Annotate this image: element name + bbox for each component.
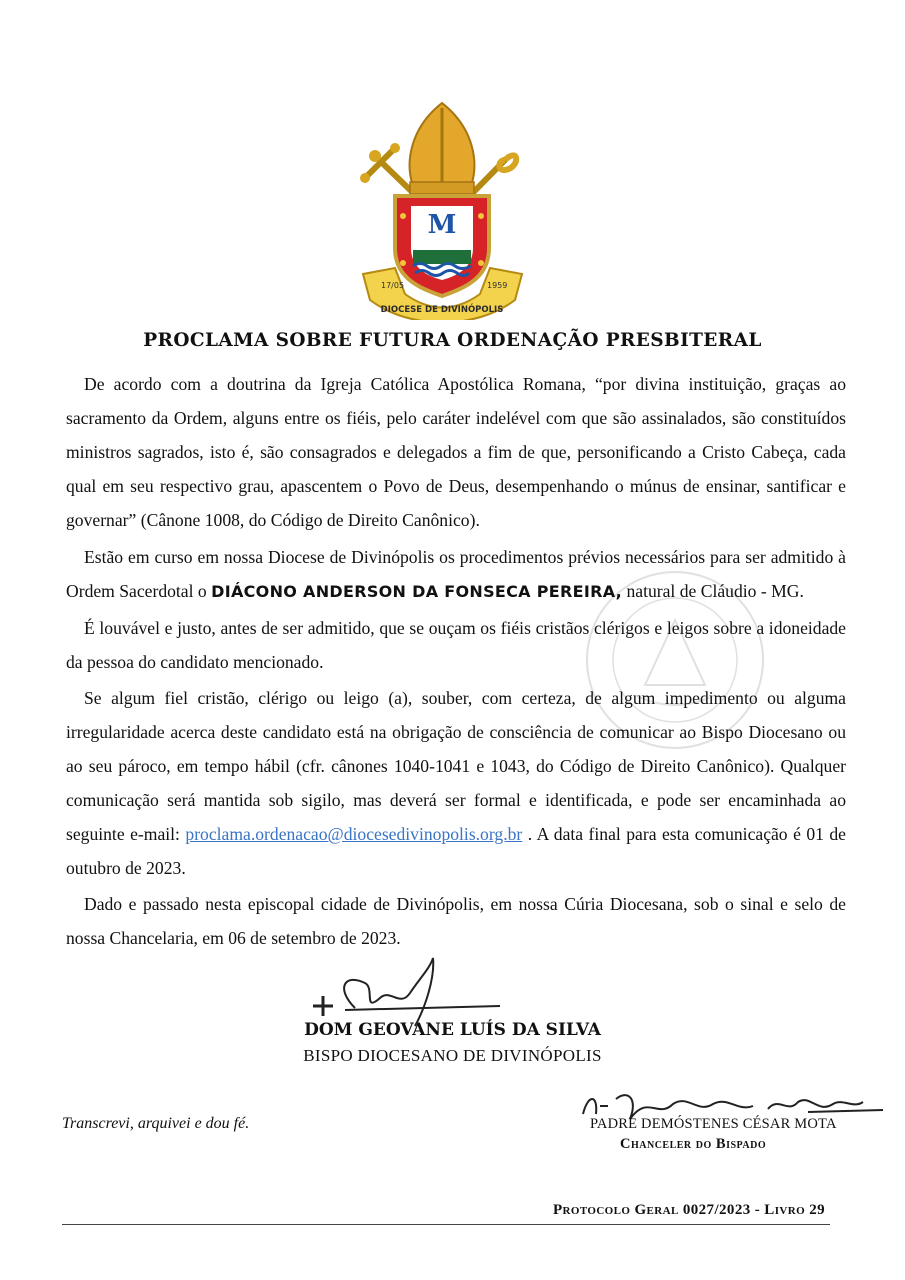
bishop-title: BISPO DIOCESANO DE DIVINÓPOLIS [303,1046,602,1065]
chancellor-name: PADRE DEMÓSTENES CÉSAR MOTA [590,1116,837,1132]
bishop-name: DOM GEOVANE LUÍS DA SILVA [304,1020,601,1040]
contact-email-link[interactable]: proclama.ordenacao@diocesedivinopolis.org.br [185,824,523,844]
paragraph-canon: De acordo com a doutrina da Igreja Católica Apostólica Romana, “por divina instituição, graças ao sacramento da Ordem, alguns entre os fiéis, pelo caráter indelével com que são assinalados, são constituídos ministros sagrados, isto é, são consagrados e delegados a fim de que, personificando a Cristo Cabeça, cada qual em seu respectivo grau, apascentem o Povo de Deus, desempenhando o múnus de ensinar, santificar e governar” (Cânone 1008, do Código de Direito Canônico). [66,374,846,530]
paragraph-candidate: Estão em curso em nossa Diocese de Divinópolis os procedimentos prévios necessários para ser admitido à Ordem Sacerdotal o DIÁCONO ANDERSON DA FONSECA PEREIRA, natural de Cláudio - MG. [66,547,846,601]
candidate-name: DIÁCONO ANDERSON DA FONSECA PEREIRA, [211,582,623,601]
document-body [66,367,846,955]
svg-text:DIOCESE DE DIVINÓPOLIS: DIOCESE DE DIVINÓPOLIS [380,305,504,315]
diocese-coat-of-arms [355,98,530,320]
paragraph-date: Dado e passado nesta episcopal cidade de Divinópolis, em nossa Cúria Diocesana, sob o sinal e selo de nossa Chancelaria, em 06 de setembro de 2023. [66,894,846,948]
footer-divider [62,1224,830,1225]
protocol-number: Protocolo Geral 0027/2023 - Livro 29 [552,1202,825,1218]
bishop-signature [305,948,505,1028]
svg-text:17/05: 17/05 [381,281,405,290]
paragraph-consultation: É louvável e justo, antes de ser admitido, que se ouçam os fiéis cristãos clérigos e leigos sobre a idoneidade da pessoa do candidato mencionado. [66,618,846,672]
paragraph-impediment: Se algum fiel cristão, clérigo ou leigo (a), souber, com certeza, de algum impedimento ou alguma irregularidade acerca deste candidato está na obrigação de consciência de comunicar ao Bispo Diocesano ou ao seu pároco, em tempo hábil (cfr. cânones 1040-1041 e 1043, do Código de Direito Canônico). Qualquer comunicação será mantida sob sigilo, mas deverá ser formal e identificada, e pode ser encaminhada ao seguinte e-mail: proclama.ordenacao@diocesedivinopolis.org.br . A data final para esta comunicação é 01 de outubro de 2023. [66,688,846,878]
transcription-note: Transcrevi, arquivei e dou fé. [62,1115,250,1132]
chancellor-title: Chanceler do Bispado [620,1136,767,1152]
document-title: PROCLAMA SOBRE FUTURA ORDENAÇÃO PRESBITERAL [143,330,762,351]
svg-text:M: M [427,210,457,240]
svg-text:1959: 1959 [487,281,508,290]
